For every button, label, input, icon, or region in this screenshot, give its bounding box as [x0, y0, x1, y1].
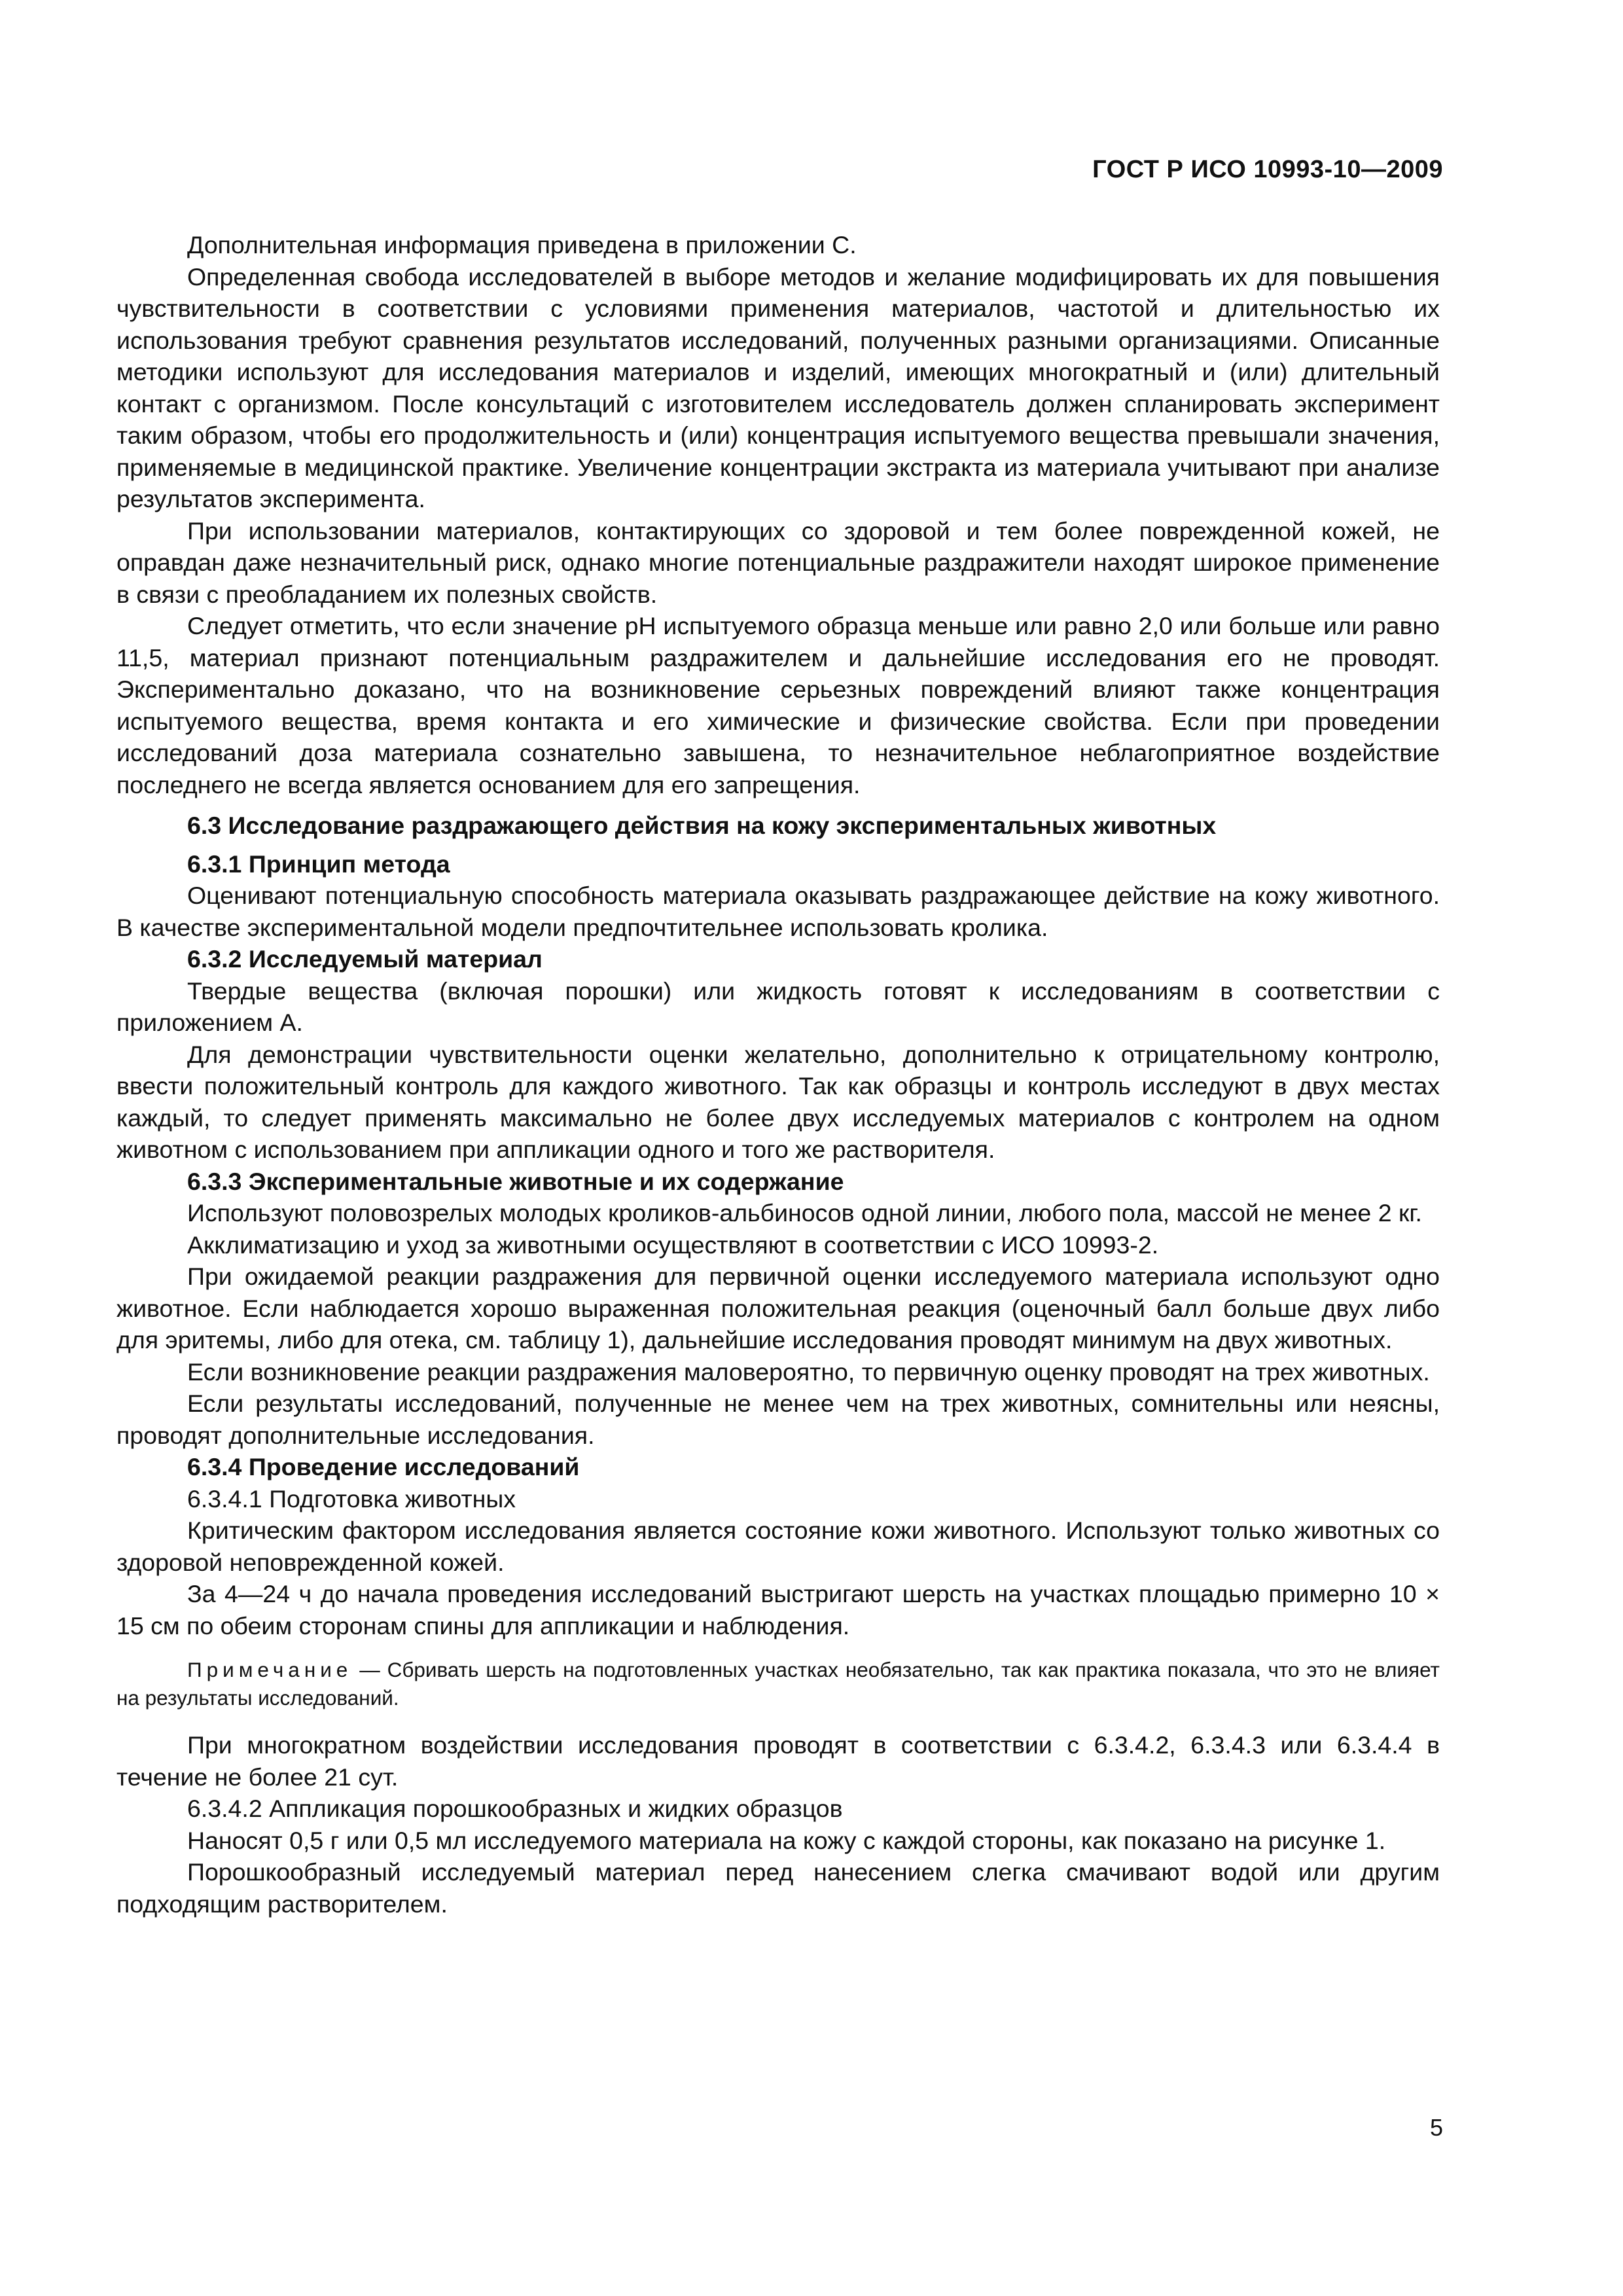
- note: [116, 1656, 1440, 1712]
- paragraph: Критическим фактором исследования является состояние кожи животного. Используют только животных со здоровой неповрежденной кожей.: [116, 1516, 1440, 1576]
- section-heading-6-3-1: 6.3.1 Принцип метода: [187, 850, 450, 878]
- paragraph: Определенная свобода исследователей в выборе методов и желание модифицировать их для повышения чувствительности в соответствии с условиями применения материалов, частотой и длительностью их использования требуют сравнения результатов исследований, полученных разными организациями. Описанные методики используют для исследования материалов и изделий, имеющих многократный и (или) длительный контакт с организмом. После консультаций с изготовителем исследователь должен спланировать эксперимент таким образом, чтобы его продолжительность и (или) концентрация испытуемого вещества превышали значения, применяемые в медицинской практике. Увеличение концентрации экстракта из материала учитывают при анализе результатов эксперимента.: [116, 262, 1440, 512]
- paragraph: При использовании материалов, контактирующих со здоровой и тем более поврежденной кожей, не оправдан даже незначительный риск, однако многие потенциальные раздражители находят широкое применение в связи с преобладанием их полезных свойств.: [116, 516, 1440, 608]
- paragraph: За 4—24 ч до начала проведения исследований выстригают шерсть на участках площадью примерно 10 × 15 см по обеим сторонам спины для аппликации и наблюдения.: [116, 1580, 1440, 1640]
- paragraph: При многократном воздействии исследования проводят в соответствии с 6.3.4.2, 6.3.4.3 или 6.3.4.4 в течение не более 21 сут.: [116, 1731, 1440, 1791]
- paragraph: Если возникновение реакции раздражения маловероятно, то первичную оценку проводят на трех животных.: [187, 1357, 1430, 1386]
- paragraph: Твердые вещества (включая порошки) или жидкость готовят к исследованиям в соответствии с приложением А.: [116, 977, 1440, 1036]
- document-body: [116, 229, 1440, 1920]
- paragraph: Используют половозрелых молодых кроликов-альбиносов одной линии, любого пола, массой не менее 2 кг.: [187, 1199, 1422, 1227]
- paragraph: Если результаты исследований, полученные не менее чем на трех животных, сомнительны или неясны, проводят дополнительные исследования.: [116, 1390, 1440, 1449]
- subsection-heading-6-3-4-1: 6.3.4.1 Подготовка животных: [187, 1484, 516, 1513]
- paragraph: Оценивают потенциальную способность материала оказывать раздражающее действие на кожу животного. В качестве экспериментальной модели предпочтительнее использовать кролика.: [116, 882, 1440, 941]
- document-header: ГОСТ Р ИСО 10993-10—2009: [1092, 156, 1443, 183]
- paragraph: Для демонстрации чувствительности оценки желательно, дополнительно к отрицательному контролю, ввести положительный контроль для каждого животного. Так как образцы и контроль исследуют в двух местах каждый, то следует применять максимально не более двух исследуемых материалов с контролем на одном животном с использованием при аппликации одного и того же растворителя.: [116, 1040, 1440, 1163]
- paragraph: Порошкообразный исследуемый материал перед нанесением слегка смачивают водой или другим подходящим растворителем.: [116, 1858, 1440, 1918]
- note-text: — Сбривать шерсть на подготовленных участках необязательно, так как практика показала, что это не влияет на результаты исследований.: [116, 1658, 1440, 1710]
- section-heading-6-3-3: 6.3.3 Экспериментальные животные и их содержание: [187, 1167, 844, 1195]
- paragraph: При ожидаемой реакции раздражения для первичной оценки исследуемого материала используют одно животное. Если наблюдается хорошо выраженная положительная реакция (оценочный балл больше двух либо для эритемы, либо для отека, см. таблицу 1), дальнейшие исследования проводят минимум на двух животных.: [116, 1263, 1440, 1354]
- paragraph: Акклиматизацию и уход за животными осуществляют в соответствии с ИСО 10993-2.: [187, 1230, 1159, 1259]
- section-heading-6-3-4: 6.3.4 Проведение исследований: [187, 1453, 580, 1480]
- paragraph: Следует отметить, что если значение рН испытуемого образца меньше или равно 2,0 или больше или равно 11,5, материал признают потенциальным раздражителем и дальнейшие исследования его не проводят. Экспериментально доказано, что на возникновение серьезных повреждений влияют также концентрация испытуемого вещества, время контакта и его химические и физические свойства. Если при проведении исследований доза материала сознательно завышена, то незначительное неблагоприятное воздействие последнего не всегда является основанием для его запрещения.: [116, 612, 1440, 798]
- note-label: Примечание: [187, 1658, 353, 1681]
- section-heading-6-3: 6.3 Исследование раздражающего действия на кожу экспериментальных животных: [187, 812, 1217, 839]
- subsection-heading-6-3-4-2: 6.3.4.2 Аппликация порошкообразных и жидких образцов: [187, 1795, 843, 1822]
- page-number: 5: [1429, 2114, 1443, 2141]
- paragraph: Дополнительная информация приведена в приложении С.: [187, 231, 857, 259]
- section-heading-6-3-2: 6.3.2 Исследуемый материал: [187, 945, 543, 973]
- paragraph: Наносят 0,5 г или 0,5 мл исследуемого материала на кожу с каждой стороны, как показано на рисунке 1.: [187, 1826, 1386, 1854]
